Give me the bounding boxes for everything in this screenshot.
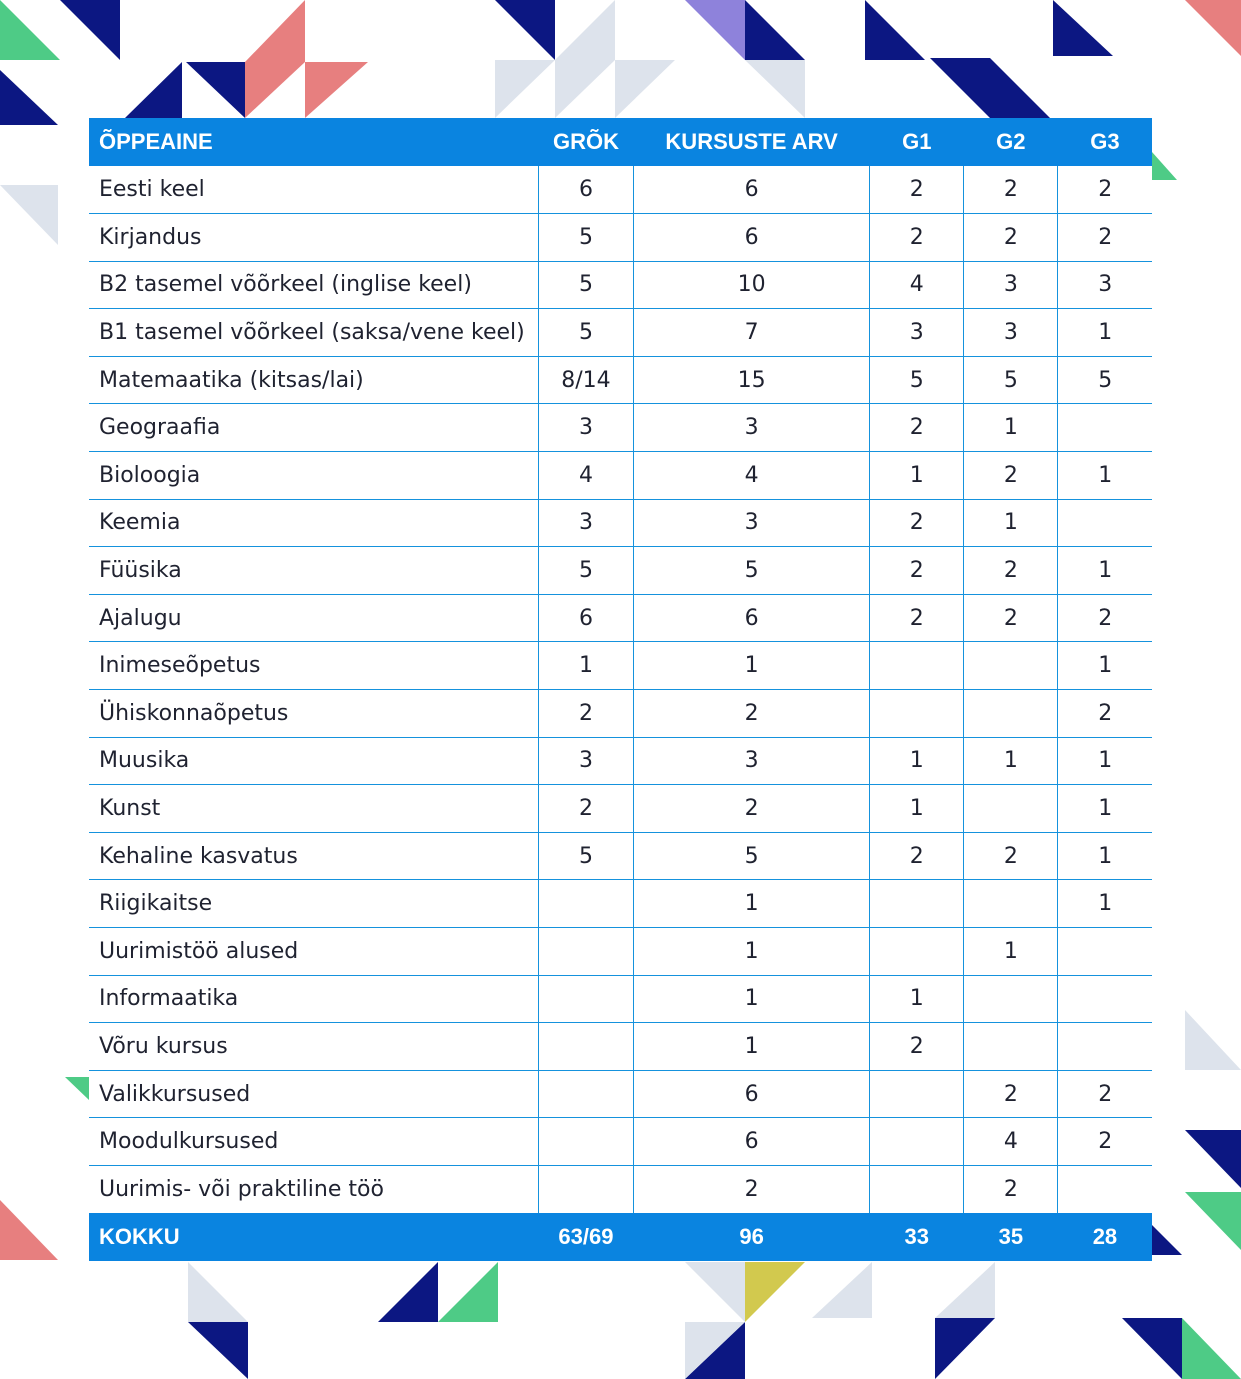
g2-cell: 1 bbox=[964, 737, 1058, 785]
subject-cell: Ühiskonnaõpetus bbox=[89, 690, 538, 738]
table-row bbox=[89, 1165, 1152, 1213]
g1-cell: 1 bbox=[870, 737, 964, 785]
header-subject: ÕPPEAINE bbox=[99, 129, 213, 154]
total-g1: 33 bbox=[904, 1224, 929, 1250]
table-total-row bbox=[89, 1213, 1152, 1261]
g1-cell: 3 bbox=[870, 309, 964, 357]
decor-triangle bbox=[745, 60, 805, 118]
subject-cell: Uurimistöö alused bbox=[89, 928, 538, 976]
g1-cell: 2 bbox=[870, 1023, 964, 1071]
grok-cell: 3 bbox=[538, 499, 633, 547]
g1-cell: 2 bbox=[870, 214, 964, 262]
table-row bbox=[89, 690, 1152, 738]
decor-triangle bbox=[0, 1200, 58, 1260]
course-count-cell: 2 bbox=[634, 785, 870, 833]
g2-cell: 2 bbox=[964, 1165, 1058, 1213]
total-g2: 35 bbox=[998, 1224, 1024, 1250]
subject-cell: Keemia bbox=[89, 499, 538, 547]
g1-cell: 2 bbox=[870, 499, 964, 547]
decor-triangle bbox=[1053, 0, 1113, 56]
table-row bbox=[89, 928, 1152, 976]
course-count-cell: 1 bbox=[634, 975, 870, 1023]
subject-cell: B2 tasemel võõrkeel (inglise keel) bbox=[89, 261, 538, 309]
g1-cell: 2 bbox=[870, 166, 964, 214]
subject-cell: Võru kursus bbox=[89, 1023, 538, 1071]
decor-triangle bbox=[0, 0, 60, 60]
header-g1: G1 bbox=[902, 129, 932, 154]
decor-triangle bbox=[745, 1262, 805, 1322]
decor-triangle bbox=[812, 1262, 872, 1318]
g1-cell: 4 bbox=[870, 261, 964, 309]
g3-cell: 1 bbox=[1058, 785, 1152, 833]
grok-cell: 8/14 bbox=[538, 356, 633, 404]
g1-cell: 2 bbox=[870, 547, 964, 595]
course-count-cell: 2 bbox=[634, 1165, 870, 1213]
grok-cell: 5 bbox=[538, 309, 633, 357]
subject-cell: Moodulkursused bbox=[89, 1118, 538, 1166]
g2-cell bbox=[964, 785, 1058, 833]
course-count-cell: 5 bbox=[634, 547, 870, 595]
table-row bbox=[89, 975, 1152, 1023]
g2-cell: 1 bbox=[964, 404, 1058, 452]
decor-triangle bbox=[0, 70, 58, 125]
g2-cell: 5 bbox=[964, 356, 1058, 404]
decor-triangle bbox=[60, 0, 120, 60]
table-row bbox=[89, 404, 1152, 452]
decor-triangle bbox=[685, 0, 745, 60]
g3-cell: 2 bbox=[1058, 690, 1152, 738]
table-row bbox=[89, 832, 1152, 880]
course-count-cell: 1 bbox=[634, 642, 870, 690]
subject-cell: Muusika bbox=[89, 737, 538, 785]
g2-cell: 3 bbox=[964, 309, 1058, 357]
g3-cell: 1 bbox=[1058, 452, 1152, 500]
course-count-cell: 3 bbox=[634, 737, 870, 785]
g1-cell: 1 bbox=[870, 975, 964, 1023]
course-count-cell: 15 bbox=[634, 356, 870, 404]
decor-triangle bbox=[555, 60, 615, 118]
subject-cell: Geograafia bbox=[89, 404, 538, 452]
decor-triangle bbox=[188, 1262, 248, 1322]
g3-cell: 1 bbox=[1058, 832, 1152, 880]
g2-cell: 2 bbox=[964, 547, 1058, 595]
decor-triangle bbox=[1185, 1010, 1241, 1070]
course-count-cell: 1 bbox=[634, 880, 870, 928]
subject-cell: Ajalugu bbox=[89, 594, 538, 642]
table-row bbox=[89, 356, 1152, 404]
g1-cell bbox=[870, 1070, 964, 1118]
grok-cell bbox=[538, 1118, 633, 1166]
g3-cell: 2 bbox=[1058, 1118, 1152, 1166]
g2-cell: 2 bbox=[964, 832, 1058, 880]
table-row bbox=[89, 499, 1152, 547]
decor-triangle bbox=[555, 0, 615, 60]
g2-cell: 1 bbox=[964, 499, 1058, 547]
total-grok: 63/69 bbox=[558, 1224, 614, 1250]
g3-cell bbox=[1058, 1165, 1152, 1213]
decor-triangle bbox=[1152, 1225, 1182, 1255]
g2-cell bbox=[964, 642, 1058, 690]
course-count-cell: 6 bbox=[634, 594, 870, 642]
g1-cell bbox=[870, 880, 964, 928]
g3-cell: 2 bbox=[1058, 166, 1152, 214]
grok-cell: 5 bbox=[538, 261, 633, 309]
subject-cell: Eesti keel bbox=[89, 166, 538, 214]
grok-cell: 2 bbox=[538, 785, 633, 833]
grok-cell bbox=[538, 880, 633, 928]
decor-triangle bbox=[65, 1077, 89, 1100]
grok-cell bbox=[538, 1070, 633, 1118]
g2-cell: 2 bbox=[964, 214, 1058, 262]
header-course-count: KURSUSTE ARV bbox=[665, 129, 838, 154]
course-count-cell: 3 bbox=[634, 499, 870, 547]
grok-cell: 5 bbox=[538, 547, 633, 595]
g2-cell: 4 bbox=[964, 1118, 1058, 1166]
g2-cell: 2 bbox=[964, 166, 1058, 214]
g1-cell bbox=[870, 642, 964, 690]
g3-cell: 5 bbox=[1058, 356, 1152, 404]
g1-cell: 5 bbox=[870, 356, 964, 404]
grok-cell bbox=[538, 975, 633, 1023]
g3-cell: 2 bbox=[1058, 214, 1152, 262]
grok-cell: 3 bbox=[538, 404, 633, 452]
grok-cell: 5 bbox=[538, 214, 633, 262]
decor-triangle bbox=[125, 62, 182, 118]
course-count-cell: 6 bbox=[634, 1118, 870, 1166]
grok-cell: 2 bbox=[538, 690, 633, 738]
header-grok: GRÕK bbox=[552, 129, 619, 154]
g1-cell bbox=[870, 928, 964, 976]
grok-cell: 6 bbox=[538, 166, 633, 214]
decor-triangle bbox=[378, 1262, 438, 1322]
decor-triangle bbox=[1122, 1318, 1182, 1379]
subject-cell: Riigikaitse bbox=[89, 880, 538, 928]
table-header-row bbox=[89, 118, 1152, 166]
course-count-cell: 5 bbox=[634, 832, 870, 880]
subject-cell: Kehaline kasvatus bbox=[89, 832, 538, 880]
table-row bbox=[89, 737, 1152, 785]
curriculum-table bbox=[89, 118, 1152, 1261]
g1-cell bbox=[870, 1165, 964, 1213]
decor-triangle bbox=[1185, 0, 1241, 56]
subject-cell: Füüsika bbox=[89, 547, 538, 595]
total-label: KOKKU bbox=[99, 1224, 180, 1250]
table-row bbox=[89, 1023, 1152, 1071]
course-count-cell: 6 bbox=[634, 166, 870, 214]
course-count-cell: 2 bbox=[634, 690, 870, 738]
decor-triangle bbox=[745, 0, 805, 60]
g3-cell bbox=[1058, 928, 1152, 976]
g1-cell bbox=[870, 1118, 964, 1166]
g3-cell: 2 bbox=[1058, 594, 1152, 642]
table-row bbox=[89, 594, 1152, 642]
g1-cell: 2 bbox=[870, 404, 964, 452]
g2-cell: 3 bbox=[964, 261, 1058, 309]
decor-triangle bbox=[1185, 1192, 1241, 1250]
header-g3: G3 bbox=[1090, 129, 1120, 154]
decor-triangle bbox=[495, 0, 555, 60]
g3-cell bbox=[1058, 1023, 1152, 1071]
decor-triangle bbox=[245, 62, 305, 118]
decor-triangle bbox=[935, 1262, 995, 1318]
table-row bbox=[89, 785, 1152, 833]
subject-cell: B1 tasemel võõrkeel (saksa/vene keel) bbox=[89, 309, 538, 357]
g1-cell bbox=[870, 690, 964, 738]
subject-cell: Bioloogia bbox=[89, 452, 538, 500]
grok-cell bbox=[538, 1165, 633, 1213]
table-row bbox=[89, 214, 1152, 262]
course-count-cell: 3 bbox=[634, 404, 870, 452]
g2-cell bbox=[964, 1023, 1058, 1071]
g3-cell: 1 bbox=[1058, 737, 1152, 785]
decor-triangle bbox=[495, 60, 555, 118]
decor-triangle bbox=[245, 0, 305, 62]
table-row bbox=[89, 309, 1152, 357]
grok-cell: 6 bbox=[538, 594, 633, 642]
g3-cell: 1 bbox=[1058, 880, 1152, 928]
decor-triangle bbox=[1152, 152, 1177, 180]
grok-cell: 4 bbox=[538, 452, 633, 500]
course-count-cell: 7 bbox=[634, 309, 870, 357]
course-count-cell: 4 bbox=[634, 452, 870, 500]
g1-cell: 1 bbox=[870, 452, 964, 500]
g1-cell: 1 bbox=[870, 785, 964, 833]
decor-triangle bbox=[865, 0, 925, 60]
subject-cell: Inimeseõpetus bbox=[89, 642, 538, 690]
decor-triangle bbox=[188, 1322, 248, 1379]
decor-triangle bbox=[930, 58, 990, 118]
total-g3: 28 bbox=[1092, 1224, 1118, 1250]
g2-cell bbox=[964, 975, 1058, 1023]
decor-triangle bbox=[615, 60, 675, 118]
table-row bbox=[89, 452, 1152, 500]
decor-triangle bbox=[990, 58, 1050, 118]
decor-triangle bbox=[935, 1318, 995, 1379]
g3-cell bbox=[1058, 404, 1152, 452]
table-row bbox=[89, 166, 1152, 214]
grok-cell: 1 bbox=[538, 642, 633, 690]
decor-triangle bbox=[1182, 1318, 1241, 1379]
subject-cell: Kirjandus bbox=[89, 214, 538, 262]
g2-cell bbox=[964, 690, 1058, 738]
g2-cell: 2 bbox=[964, 452, 1058, 500]
g3-cell bbox=[1058, 499, 1152, 547]
table-row bbox=[89, 547, 1152, 595]
table-row bbox=[89, 1070, 1152, 1118]
table-row bbox=[89, 261, 1152, 309]
decor-triangle bbox=[0, 185, 58, 245]
course-count-cell: 6 bbox=[634, 214, 870, 262]
decor-triangle bbox=[1185, 1130, 1241, 1188]
g3-cell: 3 bbox=[1058, 261, 1152, 309]
decor-triangle bbox=[305, 62, 368, 118]
subject-cell: Matemaatika (kitsas/lai) bbox=[89, 356, 538, 404]
grok-cell: 5 bbox=[538, 832, 633, 880]
grok-cell bbox=[538, 1023, 633, 1071]
subject-cell: Valikkursused bbox=[89, 1070, 538, 1118]
g2-cell: 2 bbox=[964, 1070, 1058, 1118]
grok-cell: 3 bbox=[538, 737, 633, 785]
total-course-count: 96 bbox=[739, 1224, 764, 1250]
g3-cell: 2 bbox=[1058, 1070, 1152, 1118]
course-count-cell: 1 bbox=[634, 1023, 870, 1071]
decor-triangle bbox=[685, 1262, 745, 1322]
g1-cell: 2 bbox=[870, 594, 964, 642]
course-count-cell: 10 bbox=[634, 261, 870, 309]
subject-cell: Informaatika bbox=[89, 975, 538, 1023]
grok-cell bbox=[538, 928, 633, 976]
subject-cell: Uurimis- või praktiline töö bbox=[99, 1177, 384, 1203]
course-count-cell: 1 bbox=[634, 928, 870, 976]
g2-cell bbox=[964, 880, 1058, 928]
g3-cell: 1 bbox=[1058, 309, 1152, 357]
g2-cell: 2 bbox=[964, 594, 1058, 642]
decor-triangle bbox=[438, 1262, 498, 1322]
g3-cell: 1 bbox=[1058, 642, 1152, 690]
course-count-cell: 6 bbox=[634, 1070, 870, 1118]
subject-cell: Kunst bbox=[89, 785, 538, 833]
table-row bbox=[89, 1118, 1152, 1166]
g1-cell: 2 bbox=[870, 832, 964, 880]
g3-cell bbox=[1058, 975, 1152, 1023]
g2-cell: 1 bbox=[964, 928, 1058, 976]
table-body bbox=[89, 166, 1152, 1213]
header-g2: G2 bbox=[996, 129, 1026, 154]
table-row bbox=[89, 642, 1152, 690]
decor-triangle bbox=[186, 62, 245, 118]
g3-cell: 1 bbox=[1058, 547, 1152, 595]
table-row bbox=[89, 880, 1152, 928]
